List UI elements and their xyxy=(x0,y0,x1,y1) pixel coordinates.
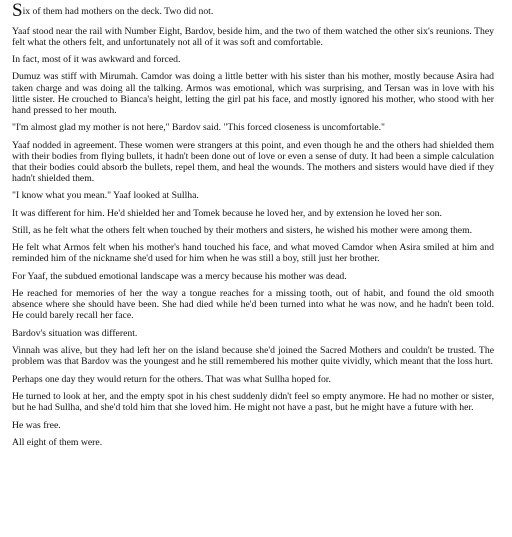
paragraph-10: For Yaaf, the subdued emotional landscape was a mercy because his mother was dead. xyxy=(12,270,347,282)
drop-cap-letter: S xyxy=(12,0,23,21)
paragraph-7: It was different for him. He'd shielded her and Tomek because he loved her, and by extension he loved her son. xyxy=(12,207,442,219)
paragraph-16: He was free. xyxy=(12,419,61,431)
paragraph-3: Dumuz was stiff with Mirumah. Camdor was doing a little better with his sister than his mother, mostly because Asira had taken charge and was doing all the talking. Armos was emotional, which was surprising, and Tersan was in love with his little sister. He crouched to Bianca's height, letting the girl pat his face, and mostly ignored his mother, who stood with her hand pressed to her mouth. xyxy=(12,71,494,116)
paragraph-8: Still, as he felt what the others felt when touched by their mothers and sisters, he wished his mother were among them. xyxy=(12,224,473,236)
paragraph-6: "I know what you mean." Yaaf looked at Sullha. xyxy=(12,190,199,202)
paragraph-2: In fact, most of it was awkward and forced. xyxy=(12,54,181,66)
paragraph-5: Yaaf nodded in agreement. These women were strangers at this point, and even though he and the others had shielded them with their bodies from flying bullets, it hadn't been done out of love or even a sense of duty. It had been a simple calculation that their bodies could absorb the bullets, repel them, and heal the wounds. The mothers and sisters would have died if they hadn't shielded them. xyxy=(12,139,494,184)
paragraph-4: "I'm almost glad my mother is not here," Bardov said. "This forced closeness is uncomfortable." xyxy=(12,122,385,134)
paragraph-11: He reached for memories of her the way a tongue reaches for a missing tooth, out of habit, and found the old smooth absence where she should have been. She had died while he'd been turned into what he was now, and he hadn't been told. He could barely recall her face. xyxy=(12,288,494,322)
paragraph-17: All eight of them were. xyxy=(12,436,103,448)
paragraph-15: He turned to look at her, and the empty spot in his chest suddenly didn't feel so empty anymore. He had no mother or sister, but he had Sullha, and she'd told him that she loved him. He might not have a past, but he might have a future with her. xyxy=(12,391,494,414)
book-page xyxy=(12,2,494,454)
paragraph-1: Yaaf stood near the rail with Number Eight, Bardov, beside him, and the two of them watched the other six's reunions. They felt what the others felt, and unfortunately not all of it was soft and comfortable. xyxy=(12,25,494,48)
paragraph-12: Bardov's situation was different. xyxy=(12,327,138,339)
paragraph-14: Perhaps one day they would return for the others. That was what Sullha hoped for. xyxy=(12,373,331,385)
paragraph-9: He felt what Armos felt when his mother's hand touched his face, and what moved Camdor when Asira smiled at him and reminded him of the nickname she'd used for him when he was still a boy, still just her brother. xyxy=(12,242,494,265)
opening-paragraph-text: ix of them had mothers on the deck. Two did not. xyxy=(22,6,214,17)
paragraph-13: Vinnah was alive, but they had left her on the island because she'd joined the Sacred Mothers and couldn't be trusted. The problem was that Bardov was the youngest and he still remembered his mother quite vividly, which meant that the loss hurt. xyxy=(12,345,494,368)
opening-paragraph xyxy=(12,2,494,19)
